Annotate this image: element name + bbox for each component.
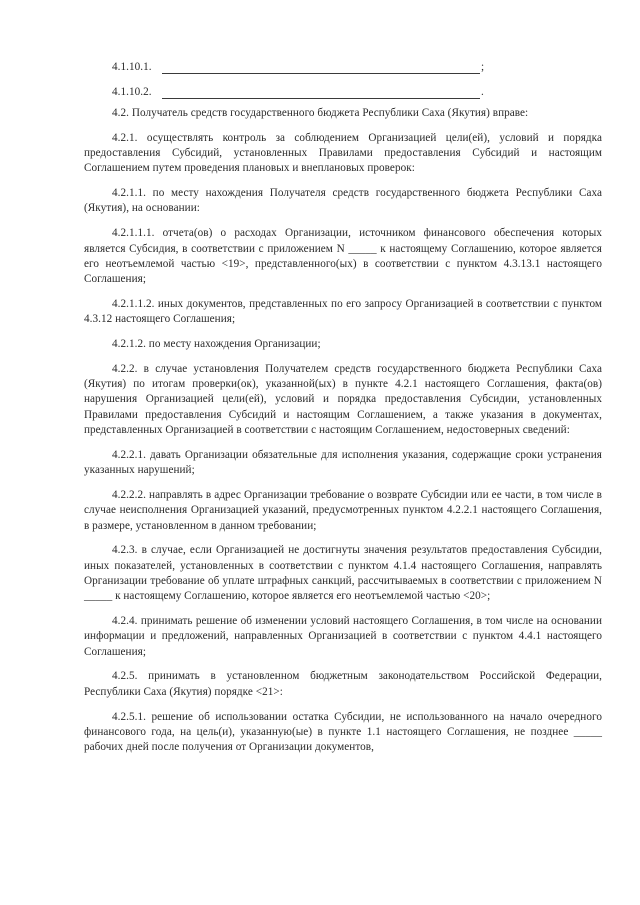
item-number: 4.1.10.1. — [112, 61, 152, 73]
item-4-1-10-1 — [112, 56, 602, 72]
paragraph-4-2-1-1-2: 4.2.1.1.2. иных документов, представленных по его запросу Организацией в соответствии с пунктом 4.3.12 настоящего Соглашения; — [84, 297, 602, 326]
paragraph-4-2-2-2: 4.2.2.2. направлять в адрес Организации требование о возврате Субсидии или ее части, в том числе в случае неисполнения Организацией указаний, предусмотренных пунктом 4.2.2.1 настоящего Соглашения, в размере, установленном в данном требовании; — [84, 488, 602, 532]
paragraph-4-2-1-1-1: 4.2.1.1.1. отчета(ов) о расходах Организации, источником финансового обеспечения которых является Субсидия, в соответствии с приложением N _____ к настоящему Соглашению, которое является его неотъемлемой частью <19>, представленного(ых) в соответствии с пунктом 4.3.13.1 настоящего Соглашения; — [84, 227, 602, 286]
paragraph-4-2-3: 4.2.3. в случае, если Организацией не достигнуты значения результатов предоставления Субсидии, иных показателей, установленных в соответствии с пунктом 4.1.4 настоящего Соглашения, направлять Организации требование об уплате штрафных санкций, рассчитываемых в соответствии с приложением N _____ к настоящему Соглашению, которое является его неотъемлемой частью <20>; — [84, 544, 602, 603]
paragraph-4-2-4: 4.2.4. принимать решение об изменении условий настоящего Соглашения, в том числе на основании информации и предложений, направленных Организацией в соответствии с пунктом 4.4.1 настоящего Соглашения; — [84, 615, 602, 658]
item-number: 4.1.10.2. — [112, 86, 152, 98]
paragraph-4-2-1-2: 4.2.1.2. по месту нахождения Организации; — [112, 338, 321, 351]
blank-line — [162, 73, 480, 74]
item-end-punct: . — [481, 86, 484, 98]
paragraph-4-2-5-1: 4.2.5.1. решение об использовании остатка Субсидии, не использованного на начало очередного финансового года, на цель(и), указанную(ые) в пункте 1.1 настоящего Соглашения, не позднее _____ рабочих дней после получения от Организации документов, — [84, 710, 602, 754]
paragraph-4-2-1-1: 4.2.1.1. по месту нахождения Получателя средств государственного бюджета Республики Саха (Якутия), на основании: — [84, 187, 602, 215]
paragraph-4-2-1: 4.2.1. осуществлять контроль за соблюдением Организацией цели(ей), условий и порядка предоставления Субсидий, установленных Правилами предоставления Субсидий и настоящим Соглашением путем проведения плановых и внеплановых проверок: — [84, 131, 602, 175]
item-end-punct: ; — [481, 61, 485, 73]
paragraph-4-2-5: 4.2.5. принимать в установленном бюджетным законодательством Российской Федерации, Республики Саха (Якутия) порядке <21>: — [84, 670, 602, 698]
item-4-1-10-2 — [112, 81, 602, 97]
paragraph-4-2: 4.2. Получатель средств государственного бюджета Республики Саха (Якутия) вправе: — [112, 107, 529, 119]
paragraph-4-2-2: 4.2.2. в случае установления Получателем средств государственного бюджета Республики Саха (Якутия) по итогам проверки(ок), указанной(ых) в пункте 4.2.1 настоящего Соглашения, факта(ов) нарушения Организацией цели(ей), условий и порядка предоставления Субсидии, установленных Правилами предоставления Субсидий и настоящим Соглашением, а также указания в документах, представленных Организацией в соответствии с настоящим Соглашением, недостоверных сведений: — [84, 362, 602, 437]
blank-line — [162, 98, 480, 99]
paragraph-4-2-2-1: 4.2.2.1. давать Организации обязательные для исполнения указания, содержащие сроки устранения указанных нарушений; — [84, 448, 602, 477]
